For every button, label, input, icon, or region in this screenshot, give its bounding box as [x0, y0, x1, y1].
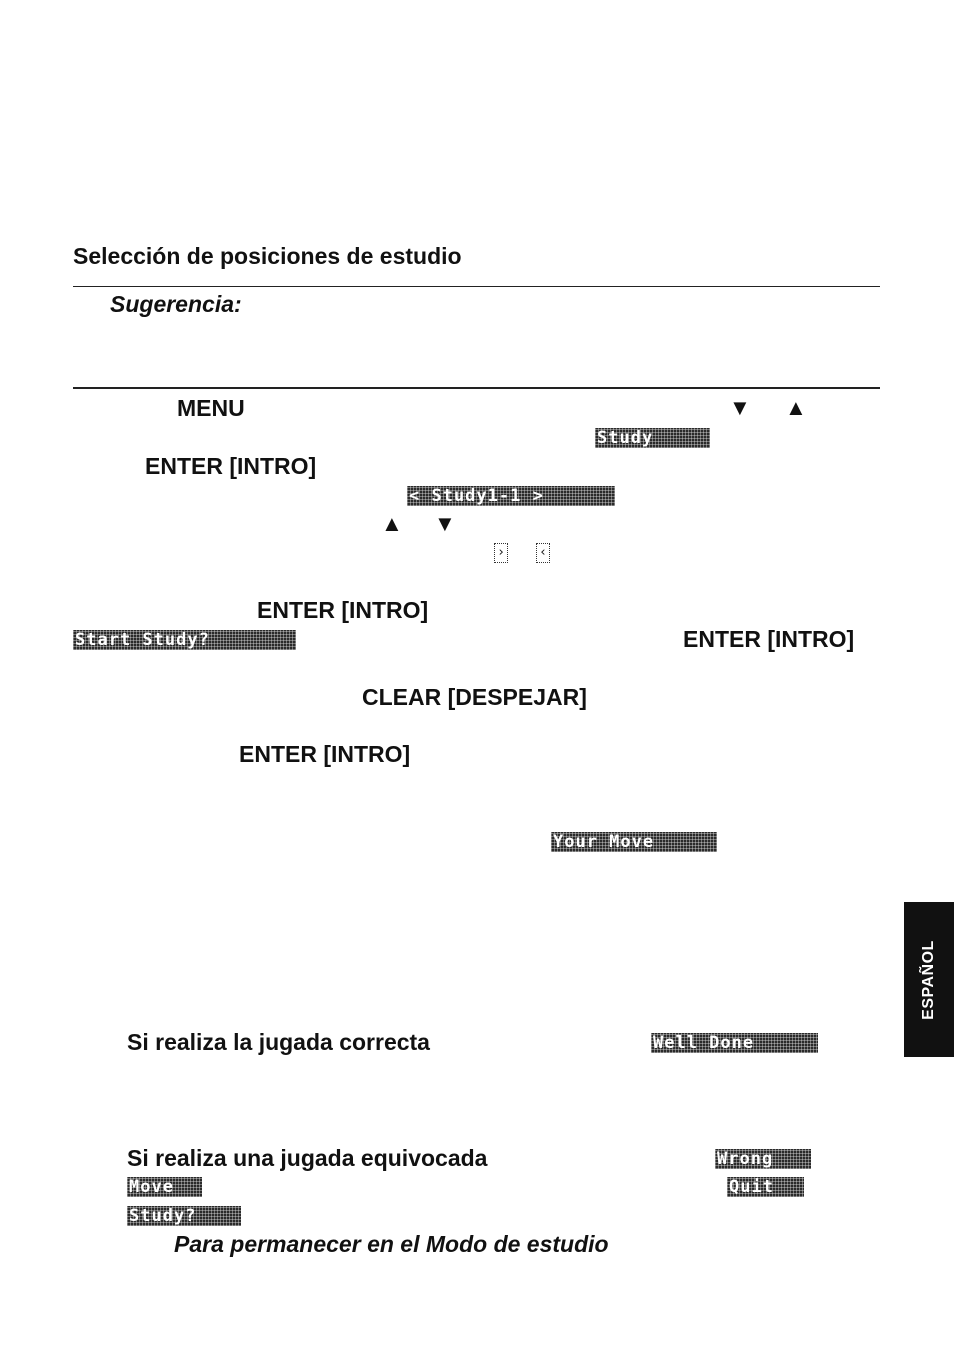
arrow-down-icon: ▼: [434, 511, 456, 536]
lcd-quit-display: Quit: [727, 1177, 804, 1197]
stay-in-study-mode-label: Para permanecer en el Modo de estudio: [174, 1231, 609, 1257]
lcd-wrong-display: Wrong: [715, 1149, 811, 1169]
enter-key-label-4: ENTER [INTRO]: [239, 741, 411, 767]
lcd-your-move-display: Your Move: [551, 832, 717, 852]
enter-key-label-2: ENTER [INTRO]: [257, 597, 429, 623]
language-tab-label: ESPAÑOL: [920, 939, 937, 1020]
language-side-tab: [904, 902, 954, 1057]
enter-key-label-1: ENTER [INTRO]: [145, 453, 317, 479]
clear-key-label: CLEAR [DESPEJAR]: [362, 684, 587, 710]
arrow-down-icon: ▼: [729, 395, 751, 420]
lcd-well-done-display: Well Done: [651, 1033, 818, 1053]
lcd-bracket-left-icon: ‹: [536, 543, 550, 563]
wrong-move-label: Si realiza una jugada equivocada: [127, 1145, 488, 1171]
lcd-study-question-display: Study?: [127, 1206, 241, 1226]
arrow-up-icon: ▲: [785, 395, 807, 420]
tip-divider: [73, 387, 880, 389]
lcd-bracket-right-icon: ›: [494, 543, 508, 563]
title-divider: [73, 286, 880, 287]
section-title: Selección de posiciones de estudio: [73, 243, 462, 269]
enter-key-label-3: ENTER [INTRO]: [683, 626, 855, 652]
lcd-study-display: Study: [595, 428, 710, 448]
lcd-study-number-display: < Study1-1 >: [407, 486, 615, 506]
tip-label: Sugerencia:: [110, 291, 242, 317]
correct-move-label: Si realiza la jugada correcta: [127, 1029, 430, 1055]
lcd-start-study-display: Start Study?: [73, 630, 296, 650]
lcd-move-display: Move: [127, 1177, 202, 1197]
menu-key-label: MENU: [177, 395, 245, 421]
arrow-up-icon: ▲: [381, 511, 403, 536]
